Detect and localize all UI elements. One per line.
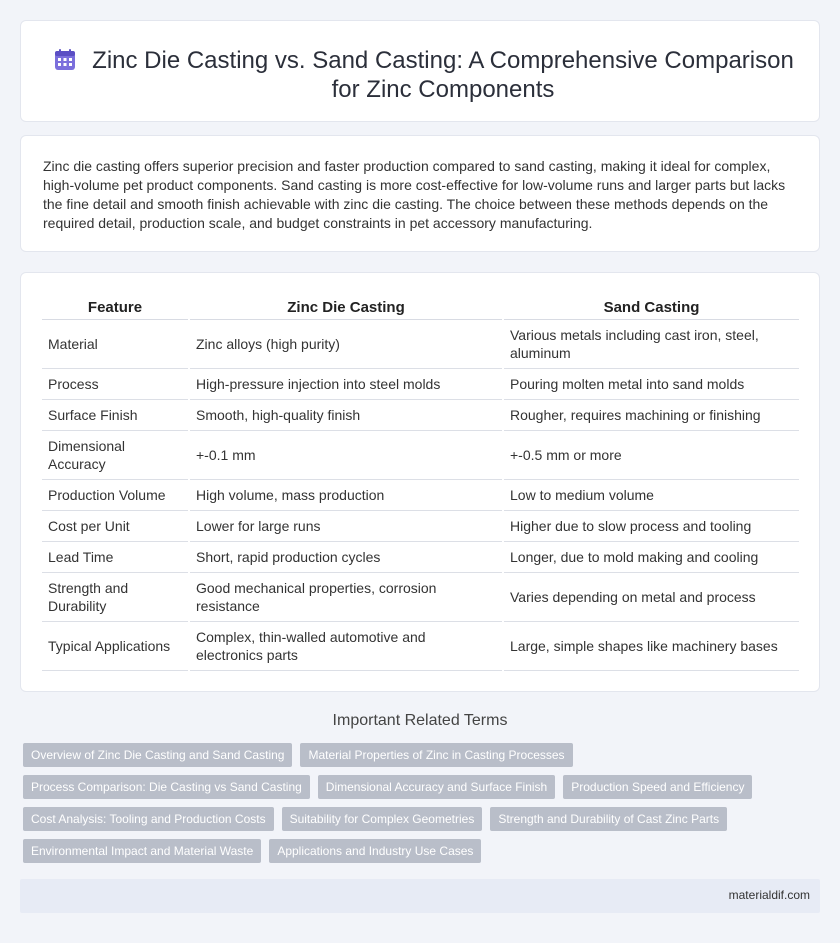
table-row xyxy=(42,541,799,572)
related-term-tag[interactable]: Process Comparison: Die Casting vs Sand Casting xyxy=(23,775,310,799)
related-term-tag[interactable]: Material Properties of Zinc in Casting Processes xyxy=(300,743,572,767)
table-cell: Low to medium volume xyxy=(503,479,799,510)
table-row xyxy=(42,510,799,541)
related-terms-list xyxy=(23,743,813,863)
table-cell: +-0.1 mm xyxy=(189,430,503,479)
table-cell: Production Volume xyxy=(42,479,189,510)
table-cell: Longer, due to mold making and cooling xyxy=(503,541,799,572)
header-feature: Feature xyxy=(42,297,189,319)
footer-site-link[interactable]: materialdif.com xyxy=(728,888,810,902)
table-cell: Cost per Unit xyxy=(42,510,189,541)
related-term-tag[interactable]: Dimensional Accuracy and Surface Finish xyxy=(318,775,555,799)
table-cell: +-0.5 mm or more xyxy=(503,430,799,479)
table-cell: Lower for large runs xyxy=(189,510,503,541)
intro-card xyxy=(20,135,820,252)
table-cell: Rougher, requires machining or finishing xyxy=(503,399,799,430)
table-row xyxy=(42,621,799,670)
table-cell: Process xyxy=(42,368,189,399)
comparison-table-card xyxy=(20,272,820,692)
header-sand-casting: Sand Casting xyxy=(503,297,799,319)
intro-text: Zinc die casting offers superior precision and faster production compared to sand casting, making it ideal for complex, high-volume pet product components. Sand casting is more cost-effective for low-volume runs and larger parts but lacks the fine detail and smooth finish achievable with zinc die casting. The choice between these methods depends on the required detail, production scale, and budget constraints in pet accessory manufacturing. xyxy=(43,158,786,231)
related-term-tag[interactable]: Suitability for Complex Geometries xyxy=(282,807,483,831)
table-cell: Varies depending on metal and process xyxy=(503,572,799,621)
table-cell: Complex, thin-walled automotive and electronics parts xyxy=(189,621,503,670)
related-term-tag[interactable]: Overview of Zinc Die Casting and Sand Casting xyxy=(23,743,292,767)
table-cell: Typical Applications xyxy=(42,621,189,670)
table-cell: Lead Time xyxy=(42,541,189,572)
footer xyxy=(20,879,820,913)
table-row xyxy=(42,572,799,621)
related-term-tag[interactable]: Applications and Industry Use Cases xyxy=(269,839,481,863)
table-row xyxy=(42,368,799,399)
table-cell: Good mechanical properties, corrosion resistance xyxy=(189,572,503,621)
table-cell: Zinc alloys (high purity) xyxy=(189,319,503,368)
table-cell: Higher due to slow process and tooling xyxy=(503,510,799,541)
page-title: Zinc Die Casting vs. Sand Casting: A Comprehensive Comparison for Zinc Components xyxy=(92,47,794,103)
table-cell: Smooth, high-quality finish xyxy=(189,399,503,430)
related-term-tag[interactable]: Cost Analysis: Tooling and Production Costs xyxy=(23,807,274,831)
related-term-tag[interactable]: Environmental Impact and Material Waste xyxy=(23,839,261,863)
calendar-icon xyxy=(53,48,77,72)
table-row xyxy=(42,479,799,510)
comparison-table xyxy=(42,297,799,671)
table-row xyxy=(42,430,799,479)
table-row xyxy=(42,399,799,430)
related-term-tag[interactable]: Production Speed and Efficiency xyxy=(563,775,752,799)
table-cell: Material xyxy=(42,319,189,368)
table-row xyxy=(42,319,799,368)
table-cell: Various metals including cast iron, steel, aluminum xyxy=(503,319,799,368)
table-cell: Dimensional Accuracy xyxy=(42,430,189,479)
header-zinc-die-casting: Zinc Die Casting xyxy=(189,297,503,319)
table-cell: Surface Finish xyxy=(42,399,189,430)
related-terms-heading: Important Related Terms xyxy=(332,712,508,729)
table-cell: High volume, mass production xyxy=(189,479,503,510)
table-cell: High-pressure injection into steel molds xyxy=(189,368,503,399)
table-cell: Strength and Durability xyxy=(42,572,189,621)
table-cell: Large, simple shapes like machinery bases xyxy=(503,621,799,670)
table-cell: Short, rapid production cycles xyxy=(189,541,503,572)
table-cell: Pouring molten metal into sand molds xyxy=(503,368,799,399)
table-header-row xyxy=(42,297,799,319)
title-card xyxy=(20,20,820,122)
related-term-tag[interactable]: Strength and Durability of Cast Zinc Parts xyxy=(490,807,727,831)
